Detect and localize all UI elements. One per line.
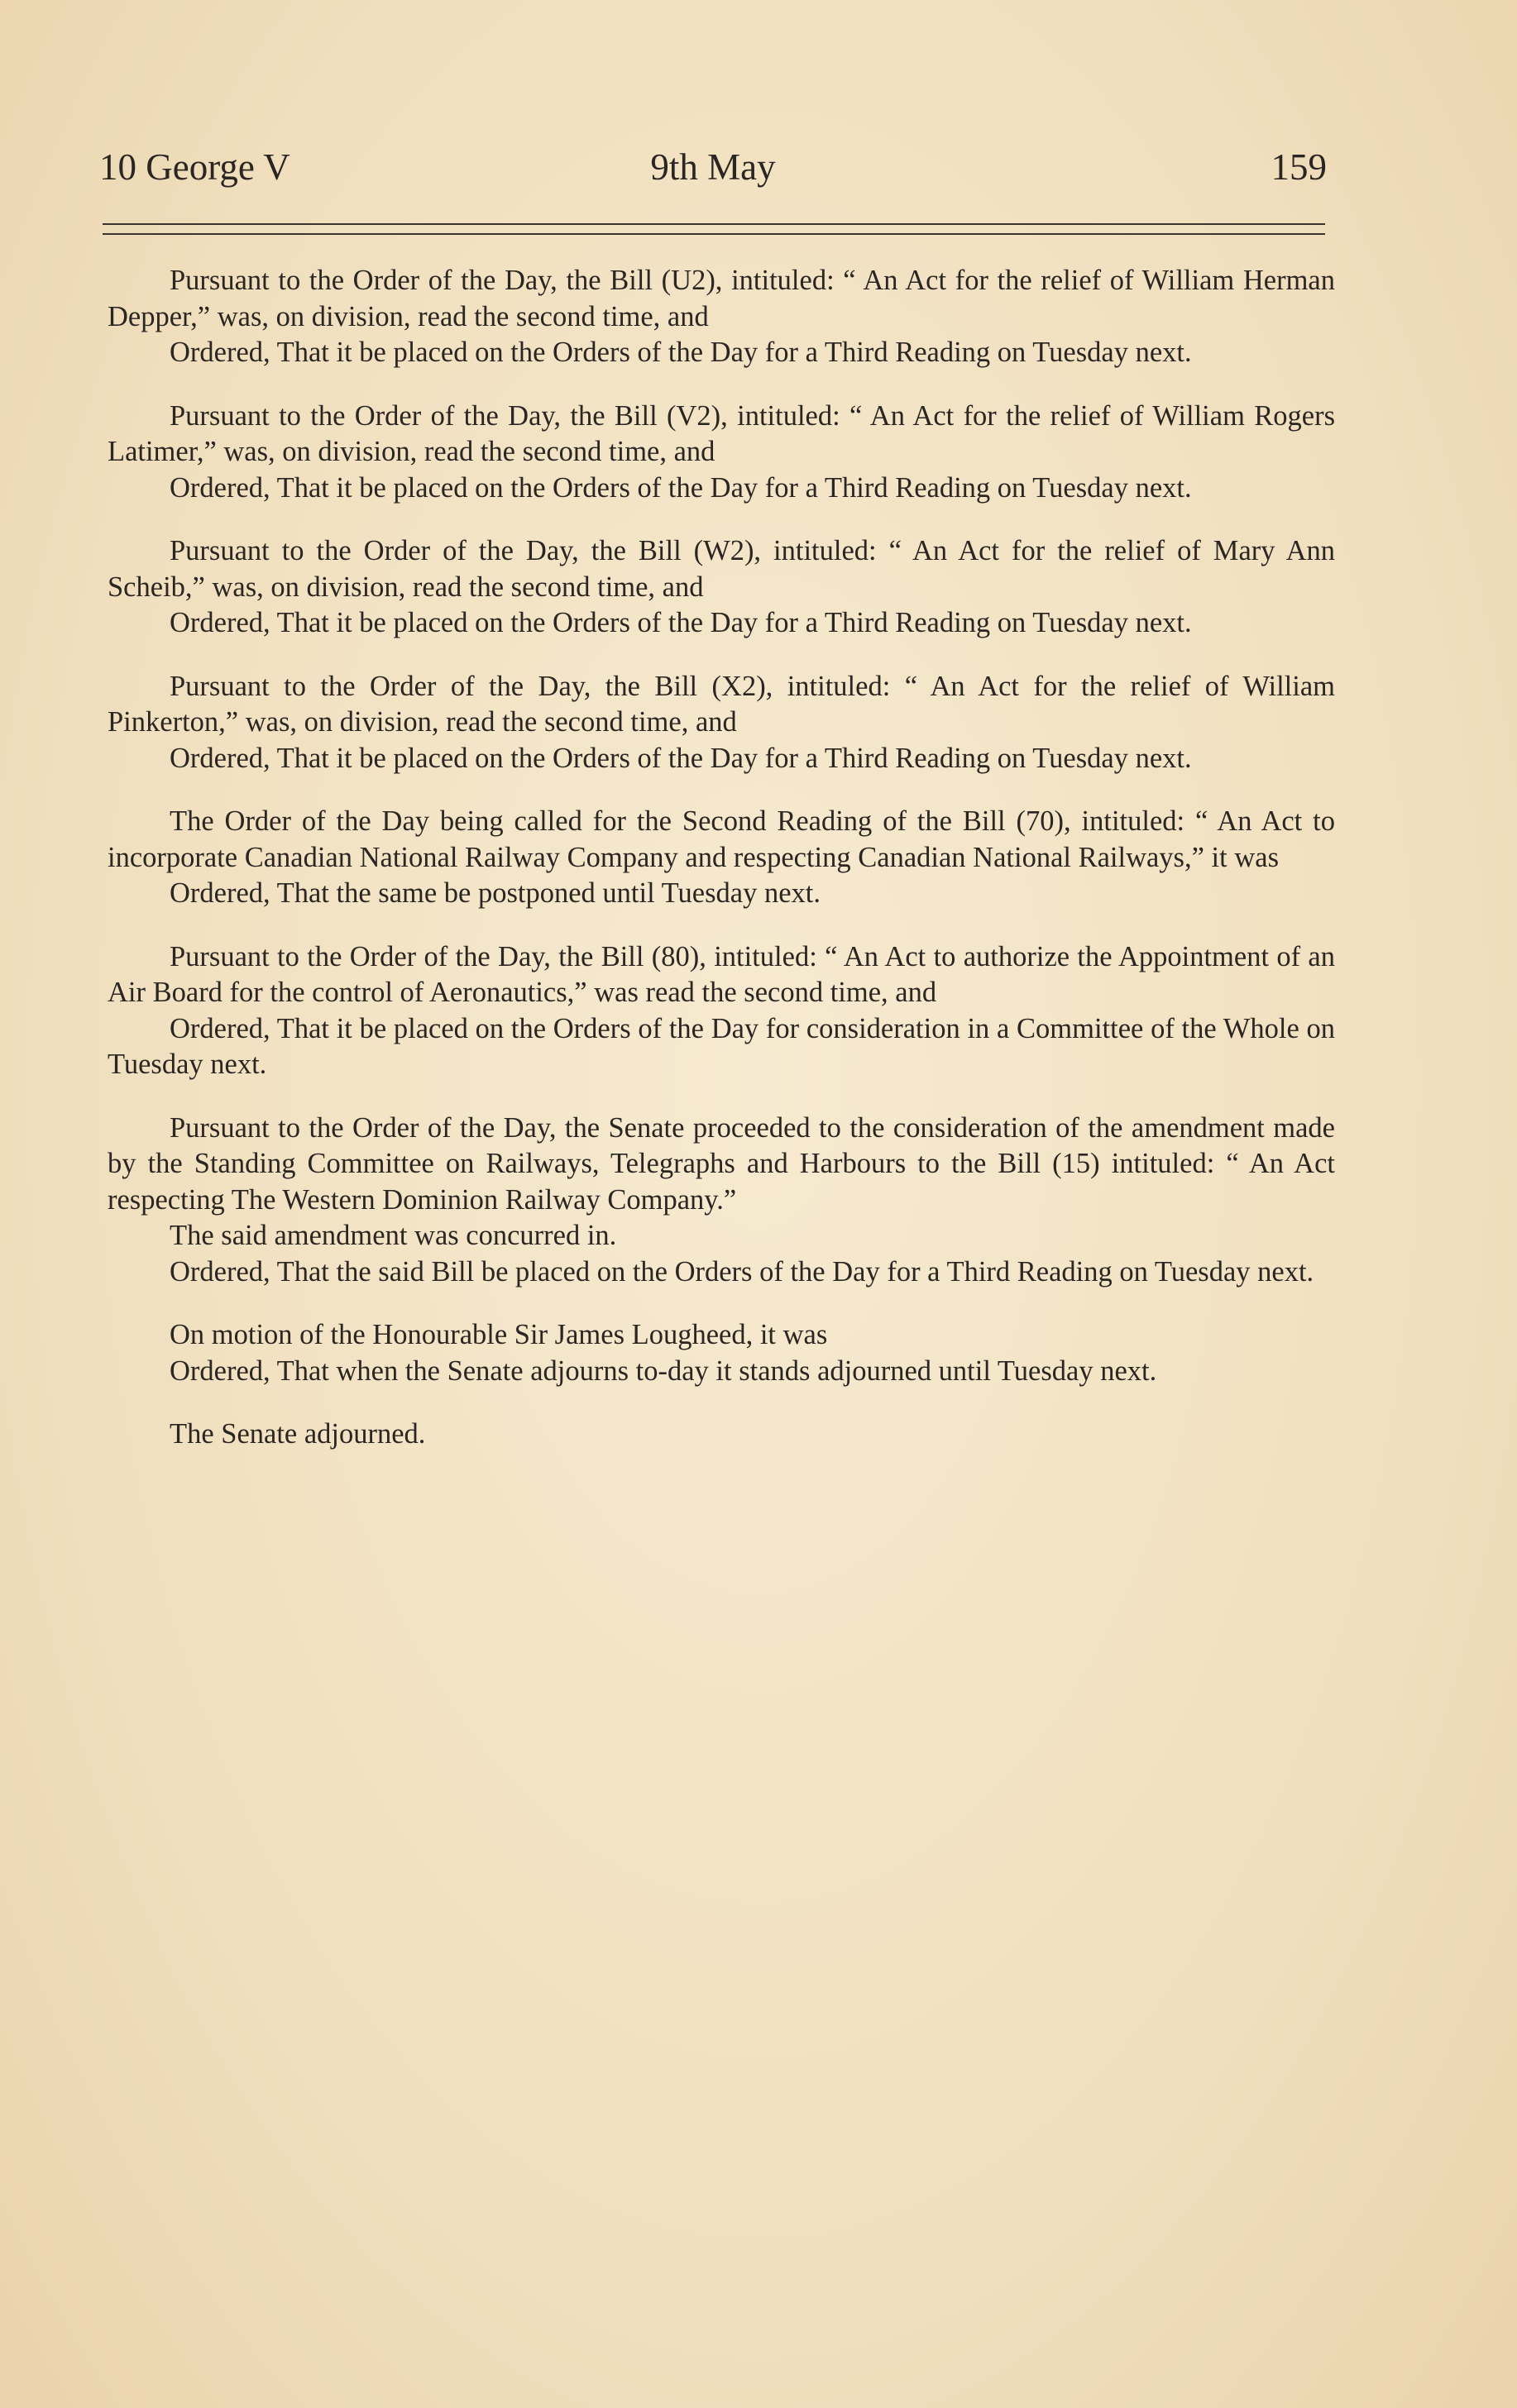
entry-bill-u2 bbox=[108, 263, 1335, 371]
entry-senate-adjourned bbox=[108, 1417, 1335, 1453]
entry-bill-15 bbox=[108, 1111, 1335, 1291]
entry-bill-80 bbox=[108, 939, 1335, 1083]
entry-bill-x2 bbox=[108, 669, 1335, 777]
entry-paragraph: Pursuant to the Order of the Day, the Bill (X2), intituled: “ An Act for the relief of William Pinkerton,” was, on division, read the second time, and bbox=[108, 670, 1335, 738]
entry-paragraph: Ordered, That it be placed on the Orders of the Day for a Third Reading on Tuesday next. bbox=[170, 742, 1192, 774]
entry-paragraph: Pursuant to the Order of the Day, the Bill (U2), intituled: “ An Act for the relief of William Herman Depper,” was, on division, read the second time, and bbox=[108, 265, 1335, 332]
journal-body bbox=[108, 263, 1335, 1480]
entry-paragraph: Ordered, That when the Senate adjourns to-day it stands adjourned until Tuesday next. bbox=[170, 1354, 1157, 1387]
regnal-year: 10 George V bbox=[99, 146, 290, 188]
entry-paragraph: Pursuant to the Order of the Day, the Bill (W2), intituled: “ An Act for the relief of Mary Ann Scheib,” was, on division, read the second time, and bbox=[108, 535, 1335, 603]
entry-paragraph: The Senate adjourned. bbox=[170, 1418, 426, 1450]
entry-paragraph: The Order of the Day being called for the Second Reading of the Bill (70), intituled: “ An Act to incorporate Canadian National Railway Company and respecting Canadian National Railways,” it was bbox=[108, 805, 1335, 873]
entry-paragraph: Ordered, That the same be postponed until Tuesday next. bbox=[170, 877, 821, 909]
entry-paragraph: Ordered, That it be placed on the Orders of the Day for a Third Reading on Tuesday next. bbox=[170, 607, 1192, 638]
entry-bill-70 bbox=[108, 804, 1335, 912]
page-number: 159 bbox=[1271, 146, 1327, 188]
entry-bill-w2 bbox=[108, 533, 1335, 642]
entry-bill-v2 bbox=[108, 399, 1335, 507]
entry-adjournment-motion bbox=[108, 1317, 1335, 1389]
running-head bbox=[99, 142, 1327, 192]
header-rule-bottom bbox=[103, 233, 1325, 235]
entry-paragraph: Pursuant to the Order of the Day, the Senate proceeded to the consideration of the amendment made by the Standing Committee on Railways, Telegraphs and Harbours to the Bill (15) intituled: “ An Act respecting The Western Dominion Railway Company.” bbox=[108, 1111, 1335, 1216]
header-rule-top bbox=[103, 223, 1325, 225]
entry-paragraph: Pursuant to the Order of the Day, the Bill (V2), intituled: “ An Act for the relief of William Rogers Latimer,” was, on division, read the second time, and bbox=[108, 399, 1335, 467]
entry-paragraph: Ordered, That it be placed on the Orders of the Day for consideration in a Committee of the Whole on Tuesday next. bbox=[108, 1012, 1335, 1080]
sitting-date: 9th May bbox=[650, 146, 776, 188]
entry-paragraph: On motion of the Honourable Sir James Lougheed, it was bbox=[170, 1319, 828, 1350]
entry-paragraph: Ordered, That it be placed on the Orders of the Day for a Third Reading on Tuesday next. bbox=[170, 337, 1192, 368]
entry-paragraph: The said amendment was concurred in. bbox=[170, 1220, 617, 1251]
entry-paragraph: Ordered, That it be placed on the Orders of the Day for a Third Reading on Tuesday next. bbox=[170, 471, 1192, 504]
entry-paragraph: Ordered, That the said Bill be placed on the Orders of the Day for a Third Reading on Tuesday next. bbox=[170, 1255, 1314, 1288]
entry-paragraph: Pursuant to the Order of the Day, the Bill (80), intituled: “ An Act to authorize the Appointment of an Air Board for the control of Aeronautics,” was read the second time, and bbox=[108, 940, 1335, 1008]
